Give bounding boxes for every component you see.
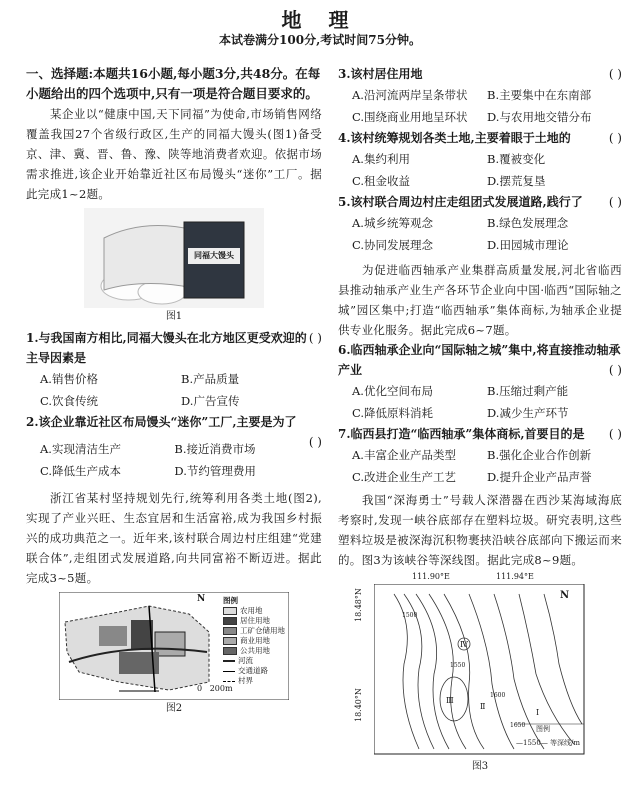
option[interactable]: A.实现清洁生产 xyxy=(40,442,121,456)
option[interactable]: B.绿色发展理念 xyxy=(487,216,569,230)
option[interactable]: C.租金收益 xyxy=(352,174,411,188)
q6-options xyxy=(338,380,622,424)
option[interactable]: A.集约利用 xyxy=(352,152,410,166)
latitude-bottom: 18.40°N xyxy=(354,688,363,722)
north-arrow: N xyxy=(197,594,206,604)
option[interactable]: B.接近消费市场 xyxy=(174,442,256,456)
q3-options xyxy=(338,84,622,128)
passage-4: 我国“深海勇士”号载人深潜器在西沙某海域海底考察时,发现一峡谷底部存在塑料垃圾。研究表明,这些塑料垃圾是被深海沉积物裹挟沿峡谷底部向下搬运而来的。图3为该峡谷等深线图。据此完成8~9题。 xyxy=(338,493,622,567)
option[interactable]: B.覆被变化 xyxy=(487,152,546,166)
product-label: 同福大馒头 xyxy=(194,250,234,260)
answer-paren[interactable]: ( ) xyxy=(608,195,622,209)
legend-item: 村界 xyxy=(238,676,253,685)
north-arrow: N xyxy=(560,590,570,601)
option[interactable]: D.田园城市理论 xyxy=(487,238,569,252)
legend-item: 交通道路 xyxy=(238,666,268,675)
legend-item: 居住用地 xyxy=(240,616,270,625)
depth-label: 1600 xyxy=(490,692,506,699)
question-5: 5.该村联合周边村庄走组团式发展道路,践行了 ( ) xyxy=(338,192,622,212)
figure-2-caption: 图2 xyxy=(165,703,183,714)
exam-subtitle: 本试卷满分100分,考试时间75分钟。 xyxy=(219,33,421,47)
passage-1: 某企业以“健康中国,天下同福”为使命,市场销售网络覆盖我国27个省级行政区,生产的同福大馒头(图1)备受京、津、冀、晋、鲁、豫、陕等地消费者欢迎。依据市场需求推进,该企业开始靠近社区布局馒头“迷你”工厂。据此完成1~2题。 xyxy=(26,107,322,201)
question-7: ( ) 7.临西县打造“临西轴承”集体商标,首要目的是 xyxy=(338,424,622,444)
question-3: ( ) 3.该村居住用地 xyxy=(338,64,622,84)
point-label: Ⅳ xyxy=(460,640,468,649)
depth-label: 1650 xyxy=(510,722,526,729)
figure-3-bathymetric-map xyxy=(354,572,600,758)
left-column xyxy=(26,64,322,716)
option[interactable]: D.与农用地交错分布 xyxy=(487,110,592,124)
option[interactable]: B.强化企业合作创新 xyxy=(487,448,592,462)
section-heading: 一、选择题:本题共16小题,每小题3分,共48分。在每小题给出的四个选项中,只有一项是符合题目要求的。 xyxy=(26,66,321,101)
right-column xyxy=(338,64,622,774)
legend-item: 河流 xyxy=(238,656,253,665)
option[interactable]: B.主要集中在东南部 xyxy=(487,88,592,102)
question-2: ( ) 2.该企业靠近社区布局馒头“迷你”工厂,主要是为了 xyxy=(26,412,322,432)
figure-1-caption: 图1 xyxy=(165,311,183,322)
legend-title: 图例 xyxy=(536,725,550,733)
figure-2-land-use-map xyxy=(59,592,289,700)
passage-2: 浙江省某村坚持规划先行,统筹利用各类土地(图2),实现了产业兴旺、生态宜居和生活富裕,成为我国乡村振兴的成功典范之一。近年来,该村联合周边村庄组建“党建联合体”,走组团式发展道路,向共同富裕不断迈进。据此完成3~5题。 xyxy=(26,491,322,585)
longitude-right: 111.94°E xyxy=(496,572,534,581)
option[interactable]: C.围绕商业用地呈环状 xyxy=(352,110,468,124)
answer-paren[interactable]: ( ) xyxy=(308,331,322,345)
legend-item: 工矿仓储用地 xyxy=(240,626,285,635)
contour-map xyxy=(374,584,594,756)
option[interactable]: C.饮食传统 xyxy=(40,394,99,408)
q1-options xyxy=(26,368,322,412)
passage-3: 为促进临西轴承产业集群高质量发展,河北省临西县推动轴承产业生产各环节企业向中国·临西“国际轴之城”园区集中;打造“临西轴承”集体商标,为轴承企业提供专业化服务。据此完成6~7题。 xyxy=(338,263,622,337)
longitude-left: 111.90°E xyxy=(412,572,450,581)
legend-item: 商业用地 xyxy=(240,636,270,645)
latitude-top: 18.48°N xyxy=(354,588,363,622)
option[interactable]: D.摆荒复垦 xyxy=(487,174,546,188)
option[interactable]: A.优化空间布局 xyxy=(352,384,433,398)
legend-title: 图例 xyxy=(223,596,238,605)
depth-label: 1500 xyxy=(402,612,418,619)
option[interactable]: C.协同发展理念 xyxy=(352,238,434,252)
q7-options xyxy=(338,444,622,488)
figure-1 xyxy=(84,208,264,308)
option[interactable]: D.节约管理费用 xyxy=(174,464,256,478)
option[interactable]: C.降低生产成本 xyxy=(40,464,122,478)
point-label: Ⅰ xyxy=(536,708,540,717)
legend-item: —1550— 等深线/m xyxy=(516,739,581,747)
option[interactable]: A.销售价格 xyxy=(40,372,98,386)
depth-label: 1550 xyxy=(450,662,466,669)
option[interactable]: C.改进企业生产工艺 xyxy=(352,470,457,484)
q4-options xyxy=(338,148,622,192)
option[interactable]: B.产品质量 xyxy=(181,372,240,386)
option[interactable]: A.沿河流两岸呈条带状 xyxy=(352,88,468,102)
answer-paren[interactable]: ( ) xyxy=(608,67,622,81)
option[interactable]: D.广告宣传 xyxy=(181,394,240,408)
legend-item: 农用地 xyxy=(240,606,263,615)
legend-item: 公共用地 xyxy=(240,646,270,655)
question-1: ( ) 1.与我国南方相比,同福大馒头在北方地区更受欢迎的主导因素是 xyxy=(26,328,322,368)
option[interactable]: B.压缩过剩产能 xyxy=(487,384,569,398)
question-4: 4.该村统筹规划各类土地,主要着眼于土地的 ( ) xyxy=(338,128,622,148)
answer-paren[interactable]: ( ) xyxy=(608,363,622,377)
option[interactable]: D.减少生产环节 xyxy=(487,406,569,420)
map-legend xyxy=(223,596,285,686)
page-title: 地 理 xyxy=(281,8,359,32)
point-label: Ⅲ xyxy=(446,696,454,705)
answer-paren[interactable]: ( ) xyxy=(608,131,622,145)
option[interactable]: A.丰富企业产品类型 xyxy=(352,448,456,462)
option[interactable]: C.降低原料消耗 xyxy=(352,406,434,420)
answer-paren[interactable]: ( ) xyxy=(608,427,622,441)
option[interactable]: D.提升企业产品声誉 xyxy=(487,470,592,484)
answer-paren[interactable]: ( ) xyxy=(308,435,322,449)
question-6: 6.临西轴承企业向“国际轴之城”集中,将直接推动轴承产业 ( ) xyxy=(338,340,622,380)
q2-options xyxy=(26,438,309,482)
figure-3-caption: 图3 xyxy=(471,761,489,772)
scale-bar-label: 0 200m xyxy=(197,684,233,693)
point-label: Ⅱ xyxy=(480,702,486,711)
option[interactable]: A.城乡统筹观念 xyxy=(352,216,433,230)
q5-options xyxy=(338,212,622,256)
